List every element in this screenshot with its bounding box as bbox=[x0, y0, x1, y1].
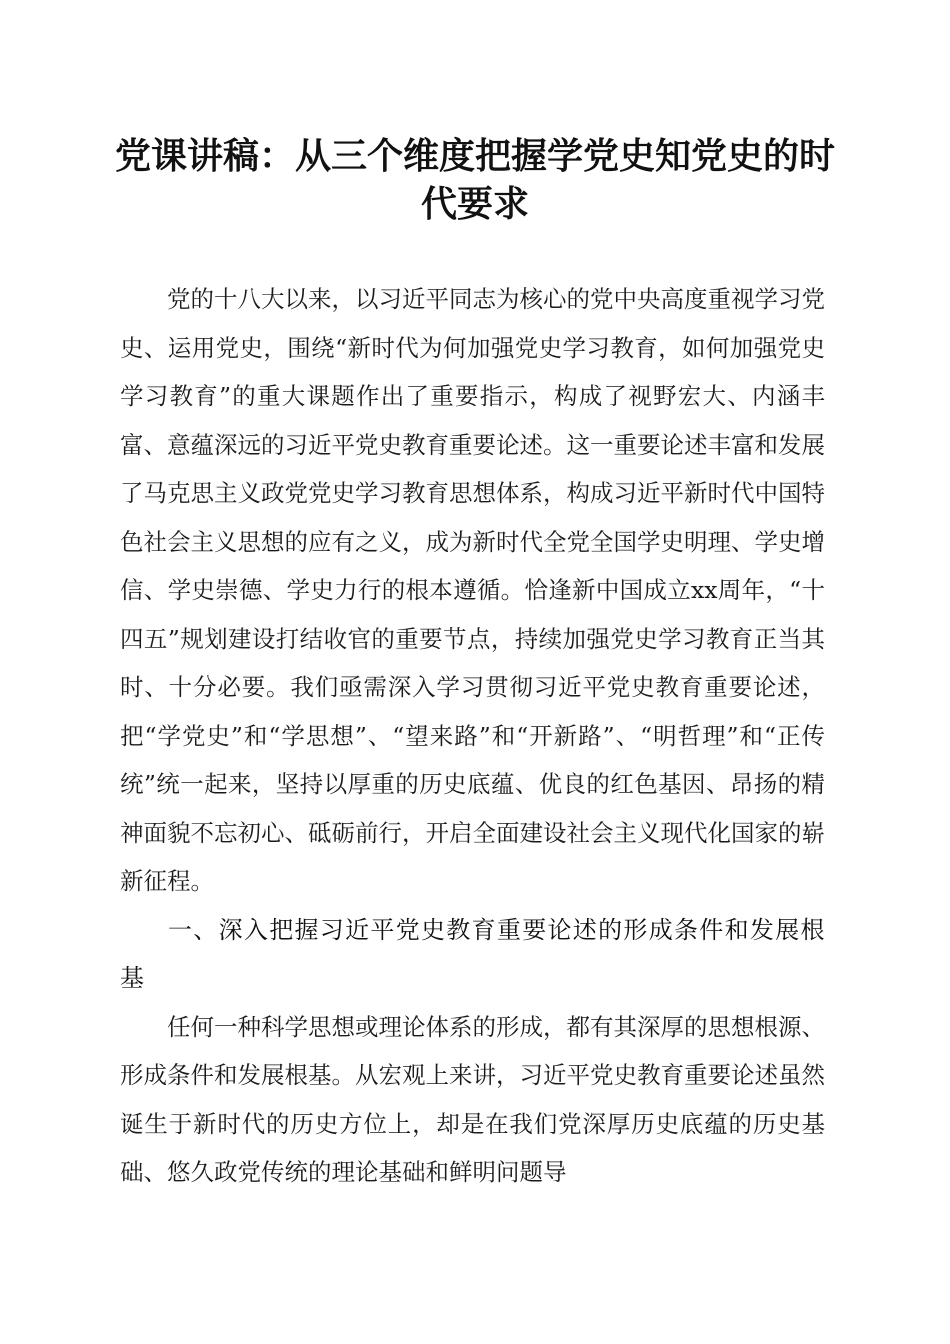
intro-paragraph: 党的十八大以来，以习近平同志为核心的党中央高度重视学习党史、运用党史，围绕“新时代为何加强党史学习教育，如何加强党史学习教育”的重大课题作出了重要指示，构成了视野宏大、内涵丰富、意蕴深远的习近平党史教育重要论述。这一重要论述丰富和发展了马克思主义政党党史学习教育思想体系，构成习近平新时代中国特色社会主义思想的应有之义，成为新时代全党全国学史明理、学史增信、学史崇德、学史力行的根本遵循。恰逢新中国成立xx周年，“十四五”规划建设打结收官的重要节点，持续加强党史学习教育正当其时、十分必要。我们亟需深入学习贯彻习近平党史教育重要论述，把“学党史”和“学思想”、“望来路”和“开新路”、“明哲理”和“正传统”统一起来，坚持以厚重的历史底蕴、优良的红色基因、昂扬的精神面貌不忘初心、砥砺前行，开启全面建设社会主义现代化国家的崭新征程。 bbox=[120, 285, 825, 895]
section-1-paragraph: 任何一种科学思想或理论体系的形成，都有其深厚的思想根源、形成条件和发展根基。从宏观上来讲，习近平党史教育重要论述虽然诞生于新时代的历史方位上，却是在我们党深厚历史底蕴的历史基础、悠久政党传统的理论基础和鲜明问题导 bbox=[120, 1012, 825, 1186]
document-body bbox=[120, 275, 825, 1197]
section-heading-1: 一、深入把握习近平党史教育重要论述的形成条件和发展根基 bbox=[120, 915, 825, 992]
document-title: 党课讲稿：从三个维度把握学党史知党史的时代要求 bbox=[114, 135, 835, 225]
